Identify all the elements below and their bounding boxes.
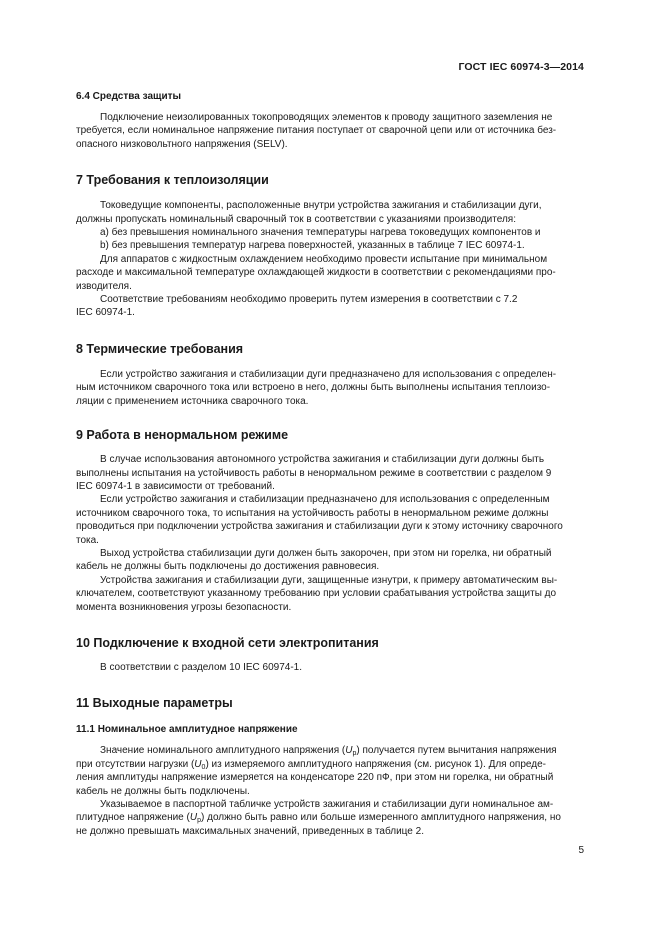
page-body: [76, 90, 583, 838]
paragraph: Если устройство зажигания и стабилизации предназначено для использования с определенным источником сварочного тока, то испытания на устойчивость работы в ненормальном режиме должны проводиться при подключении устройства зажигания и стабилизации дуги к этому источнику сварочного тока.: [76, 494, 563, 546]
section-title: 7 Требования к теплоизоляции: [76, 173, 269, 188]
section-title: 10 Подключение к входной сети электропитания: [76, 635, 379, 650]
paragraph: Выход устройства стабилизации дуги должен быть закорочен, при этом ни горелка, ни обратный кабель не должны быть подключены до достижения равновесия.: [76, 547, 552, 573]
paragraph: В случае использования автономного устройства зажигания и стабилизации дуги должны быть выполнены испытания на устойчивость работы в ненормальном режиме в соответствии с разделом 9 IEC 60974-1 в зависимости от требований.: [76, 454, 552, 492]
paragraph: Указываемое в паспортной табличке устройств зажигания и стабилизации дуги номинальное ам- плитудное напряжение $(U_p)$ должно быть равно или больше измеренного амплитудного напряжения, но не должно превышать максимальных значений, приведенных в таблице 2.: [76, 799, 561, 837]
paragraph: В соответствии с разделом 10 IEC 60974-1.: [100, 661, 302, 673]
paragraph: Для аппаратов с жидкостным охлаждением необходимо провести испытание при минимальном расходе и максимальной температуре охлаждающей жидкости в соответствии с рекомендациями про- изводителя.: [76, 253, 556, 292]
page-number: 5: [578, 845, 584, 856]
document-header: ГОСТ IEC 60974-3—2014: [458, 61, 584, 73]
paragraph: Если устройство зажигания и стабилизации дуги предназначено для использования с определен- ным источником сварочного тока или встроено в него, должны быть выполнены испытания теплоизо- ляции с применением источника сварочного тока.: [76, 368, 557, 407]
paragraph: Значение номинального амплитудного напряжения $(U_p)$ получается путем вычитания напряжения при отсутствии нагрузки $(U_0)$ из измеряемого амплитудного напряжения (см. рисунок 1). Для опреде- ления амплитуды напряжение измеряется на конденсаторе 220 пФ, при этом ни горелка, ни обратный кабель не должны быть подключены.: [76, 745, 557, 797]
list-item: b) без превышения температур нагрева поверхностей, указанных в таблице 7 IEC 60974-1.: [100, 240, 525, 252]
list-item: a) без превышения номинального значения температуры нагрева токоведущих компонентов и: [100, 227, 541, 239]
paragraph: Токоведущие компоненты, расположенные внутри устройства зажигания и стабилизации дуги, должны пропускать номинальный сварочный ток в соответствии с указаниями производителя:: [76, 200, 542, 225]
paragraph: Соответствие требованиям необходимо проверить путем измерения в соответствии с 7.2 IEC 60974-1.: [76, 294, 518, 319]
subsection-title: 6.4 Средства защиты: [76, 91, 182, 102]
paragraph: Устройства зажигания и стабилизации дуги, защищенные изнутри, к примеру автоматическим вы- ключателем, соответствуют указанному требованию при условии срабатывания устройства защиты до момента возникновения угрозы безопасности.: [76, 574, 558, 613]
section-title: 11 Выходные параметры: [76, 696, 233, 711]
section-title: 9 Работа в ненормальном режиме: [76, 428, 289, 443]
section-title: 8 Термические требования: [76, 341, 244, 356]
paragraph: Подключение неизолированных токопроводящих элементов к проводу защитного заземления не требуется, если номинальное напряжение питания поступает от сварочной цепи или от источника без- опасного низковольтного напряжения (SELV).: [76, 112, 557, 150]
subsection-title: 11.1 Номинальное амплитудное напряжение: [76, 724, 298, 736]
